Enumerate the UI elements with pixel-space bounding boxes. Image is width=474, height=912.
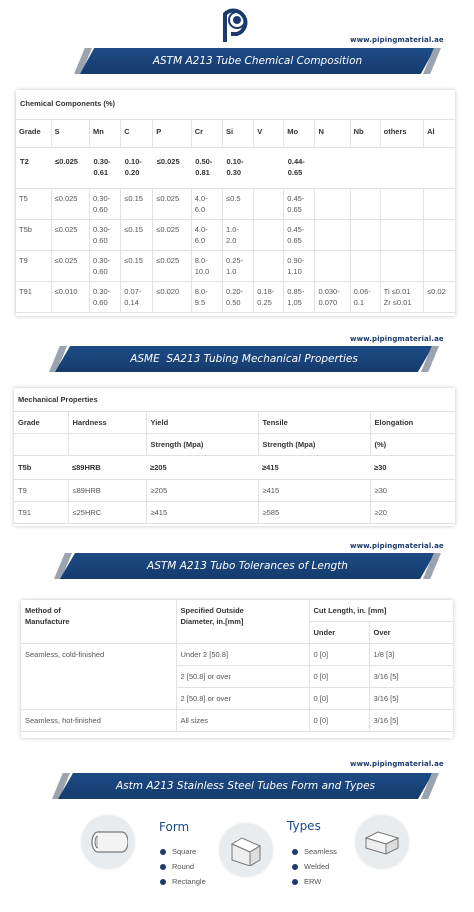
chem-cell: 0.06- 0.1 [350,282,380,313]
mech-cell: ≥30 [370,456,455,480]
chem-cell: ≤0.02 [424,282,455,313]
chem-cell: 0.30- 0.60 [90,189,121,220]
mech-cell: ≥415 [146,502,258,524]
table-row [14,502,455,524]
chem-cell [424,220,455,251]
mech-header-cell: Grade [14,412,68,434]
chem-header-cell: S [51,120,89,148]
chem-cell: 0.10- 0.20 [121,148,153,189]
chem-cell: ≤0.025 [51,189,89,220]
mech-banner [55,346,433,372]
types-heading: Types [287,819,321,833]
mech-cell: ≥20 [370,502,455,524]
chem-cell [315,220,350,251]
website-url[interactable]: www.pipingmaterial.ae [350,335,444,343]
chem-cell: 0.44- 0.65 [284,148,315,189]
form-heading: Form [159,820,190,834]
types-item: Welded [292,862,329,871]
chem-cell: T5b [16,220,51,251]
table-row [16,189,455,220]
form-item: Round [160,862,194,871]
chem-cell: ≤0.15 [121,251,153,282]
chem-cell: T5 [16,189,51,220]
chem-header-cell: C [121,120,153,148]
tol-cell: 2 [50.8] or over [176,666,309,688]
tube-icon [82,816,134,868]
forms-title: Astm A213 Stainless Steel Tubes Form and Types [116,780,375,792]
chem-cell: 4.0- 6.0 [191,189,222,220]
chem-header-cell: V [254,120,284,148]
mech-cell: ≤89HRB [68,480,146,502]
mech-cell: T91 [14,502,68,524]
chem-cell: 0.30- 0.60 [90,251,121,282]
chem-cell: 0.90- 1.10 [284,251,315,282]
chem-cell: 0.030- 0.070 [315,282,350,313]
mech-caption: Mechanical Properties [14,388,455,412]
forms-banner [58,773,433,799]
chem-cell: 0.50- 0.81 [191,148,222,189]
chem-cell: ≤0.15 [121,220,153,251]
table-row [16,251,455,282]
chem-title: ASTM A213 Tube Chemical Composition [152,55,363,67]
tol-panel [21,600,453,738]
chem-cell: 0.20- 0.50 [222,282,253,313]
tol-header-od: Specified Outside Diameter, in.[mm] [176,600,309,644]
mech-panel [14,388,455,526]
chem-cell: T9 [16,251,51,282]
chem-panel [16,90,455,316]
chem-cell: 4.0- 6.0 [191,220,222,251]
tol-cell [21,688,176,710]
chem-cell: T2 [16,148,51,189]
mech-cell: ≥205 [146,456,258,480]
square-tube-icon [220,824,272,876]
table-row [14,456,455,480]
tol-cell: 3/16 [5] [369,666,453,688]
mech-header-cell: Yield [146,412,258,434]
mech-header-cell: Hardness [68,412,146,434]
chem-header-cell: Nb [350,120,380,148]
chem-cell: 0.30- 0.60 [90,282,121,313]
mech-header-cell: Elongation [370,412,455,434]
tol-cell [21,666,176,688]
chem-cell: ≤0.010 [51,282,89,313]
tol-header-cut: Cut Length, in. [mm] [309,600,453,622]
chem-header-cell: Si [222,120,253,148]
tol-cell: 3/16 [5] [369,710,453,732]
chem-cell: ≤0.025 [153,189,191,220]
types-item: Seamless [292,847,337,856]
tol-cell: 2 [50.8] or over [176,688,309,710]
chem-cell: ≤0.025 [51,220,89,251]
table-row [21,710,453,732]
mech-cell: ≥415 [258,456,370,480]
chem-cell: 0.45- 0.65 [284,220,315,251]
chem-cell: 0.07- 0.14 [121,282,153,313]
tol-cell: Under 2 [50.8] [176,644,309,666]
mech-header-cell: Strength (Mpa) [146,434,258,456]
tol-cell: 0 [0] [309,688,369,710]
chem-cell [380,251,423,282]
mech-table [14,388,455,524]
chem-cell: 8.0- 9.5 [191,282,222,313]
tol-cell: 1/8 [3] [369,644,453,666]
chem-cell [380,220,423,251]
mech-header-cell [14,434,68,456]
chem-cell: Ti ≤0.01 Zr ≤0.01 [380,282,423,313]
mech-cell: ≥415 [258,480,370,502]
tol-cell: Seamless, cold-finished [21,644,176,666]
tol-title: ASTM A213 Tubo Tolerances of Length [147,560,348,572]
mech-cell: ≥205 [146,480,258,502]
chem-cell: ≤0.025 [153,251,191,282]
mech-header-cell: (%) [370,434,455,456]
chem-cell [424,251,455,282]
chem-cell [380,148,423,189]
chem-header-cell: Cr [191,120,222,148]
chem-cell: ≤0.5 [222,189,253,220]
mech-title: ASME SA213 Tubing Mechanical Properties [130,353,358,365]
mech-cell: T5b [14,456,68,480]
rect-tube-icon [356,816,408,868]
chem-cell: 1.0- 2.0 [222,220,253,251]
tol-cell: Seamless, hot-finished [21,710,176,732]
chem-cell: ≤0.020 [153,282,191,313]
chem-cell: ≤0.025 [51,148,89,189]
mech-cell: ≥30 [370,480,455,502]
chem-cell [315,251,350,282]
chem-cell: ≤0.025 [51,251,89,282]
mech-cell: ≤89HRB [68,456,146,480]
table-row [21,666,453,688]
chem-cell [350,220,380,251]
mech-cell: T9 [14,480,68,502]
tol-cell: 3/16 [5] [369,688,453,710]
website-url[interactable]: www.pipingmaterial.ae [350,760,444,768]
chem-cell: 0.18- 0.25 [254,282,284,313]
mech-header-cell: Tensile [258,412,370,434]
tol-cell: 0 [0] [309,710,369,732]
mech-header-cell [68,434,146,456]
table-row [21,688,453,710]
table-row [16,220,455,251]
tol-cell: All sizes [176,710,309,732]
chem-header-cell: P [153,120,191,148]
tol-table [21,600,453,732]
chem-cell: 0.25- 1.0 [222,251,253,282]
chem-cell [350,189,380,220]
tol-cell: 0 [0] [309,666,369,688]
chem-cell [424,189,455,220]
chem-header-cell: Grade [16,120,51,148]
chem-header-cell: N [315,120,350,148]
types-item: ERW [292,877,321,886]
chem-cell [380,189,423,220]
chem-cell [254,251,284,282]
chem-cell [350,251,380,282]
mech-cell: ≥585 [258,502,370,524]
chem-cell [315,148,350,189]
table-row [16,282,455,313]
chem-cell: ≤0.025 [153,148,191,189]
logo-icon [219,4,255,44]
forms-section [80,810,410,900]
chem-cell: 0.85- 1.05 [284,282,315,313]
chem-caption: Chemical Components (%) [16,90,455,120]
website-url[interactable]: www.pipingmaterial.ae [350,36,444,44]
chem-header-cell: Al [424,120,455,148]
table-row [21,644,453,666]
chem-table [16,90,455,313]
form-item: Square [160,847,196,856]
chem-cell: ≤0.025 [153,220,191,251]
tol-header-method: Method of Manufacture [21,600,176,644]
tol-cell: 0 [0] [309,644,369,666]
chem-cell [254,220,284,251]
chem-cell [350,148,380,189]
tol-header-over: Over [369,622,453,644]
table-row [14,480,455,502]
tol-header-under: Under [309,622,369,644]
chem-cell: 0.30- 0.60 [90,220,121,251]
chem-cell [424,148,455,189]
chem-header-cell: others [380,120,423,148]
chem-cell: 8.0- 10.0 [191,251,222,282]
chem-cell: 0.10- 0.30 [222,148,253,189]
mech-cell: ≤25HRC [68,502,146,524]
chem-cell [254,189,284,220]
website-url[interactable]: www.pipingmaterial.ae [350,542,444,550]
mech-header-cell: Strength (Mpa) [258,434,370,456]
chem-cell: 0.45- 0.65 [284,189,315,220]
tol-banner [60,553,435,579]
chem-header-cell: Mn [90,120,121,148]
chem-cell: 0.30- 0.61 [90,148,121,189]
chem-cell [254,148,284,189]
chem-cell: T91 [16,282,51,313]
table-row [16,148,455,189]
form-item: Rectangle [160,877,206,886]
chem-banner [80,48,435,74]
chem-cell: ≤0.15 [121,189,153,220]
chem-cell [315,189,350,220]
chem-header-cell: Mo [284,120,315,148]
